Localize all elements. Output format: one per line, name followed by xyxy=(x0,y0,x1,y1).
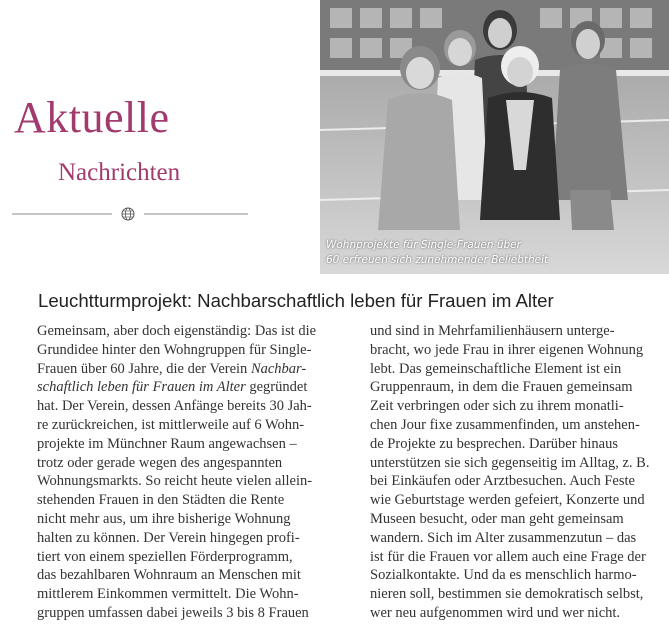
text-line: wer neu aufgenommen wird und wer nicht. xyxy=(370,604,621,621)
text-line: gruppen umfassen dabei jeweils 3 bis 8 Frauen xyxy=(37,604,309,621)
text-line xyxy=(37,360,359,379)
article-column-right xyxy=(370,322,664,623)
text-line: stehenden Frauen in den Städten die Rente xyxy=(37,492,285,509)
text-line: Museen besucht, oder man geht gemeinsam xyxy=(370,510,624,527)
photo-caption xyxy=(326,238,586,268)
text-line: re zurückreichen, ist mittlerweile auf 6 Wohn- xyxy=(37,416,305,433)
text-line: nicht mehr aus, um ihre bisherige Wohnung xyxy=(37,510,291,527)
text-run: Frauen über 60 Jahre, die der Verein xyxy=(37,360,251,377)
text-line: bracht, wo jede Frau in ihrer eigenen Wohnung xyxy=(370,341,644,358)
text-line: bei Einkäufen oder Arztbesuchen. Auch Feste xyxy=(370,473,635,490)
caption-line: 60 erfreuen sich zunehmender Beliebtheit xyxy=(326,254,549,266)
text-line: Sozialkontakte. Und da es menschlich harmo- xyxy=(370,567,637,584)
globe-icon xyxy=(122,208,134,220)
text-line: wie Geburtstage werden gefeiert, Konzerte und xyxy=(370,492,645,509)
text-line: nieren soll, bestimmen sie demokratisch selbst, xyxy=(370,586,644,603)
text-line: wandern. Sich im Alter zusammenzutun – das xyxy=(370,529,637,546)
text-line: Gemeinsam, aber doch eigenständig: Das ist die xyxy=(37,323,317,339)
article-headline: Leuchtturmprojekt: Nachbarschaftlich leben für Frauen im Alter xyxy=(38,290,554,311)
text-line: hat. Der Verein, dessen Anfänge bereits 30 Jah- xyxy=(37,398,312,415)
association-name: schaftlich leben für Frauen im Alter xyxy=(37,379,246,396)
association-name: Nachbar- xyxy=(250,360,307,377)
text-line: halten zu können. Der Verein hingegen profi- xyxy=(37,529,300,546)
section-title: Aktuelle xyxy=(14,93,170,142)
caption-line: Wohnprojekte für Single-Frauen über xyxy=(326,239,521,251)
text-line: trotz oder gerade wegen des angespannten xyxy=(37,454,283,471)
text-line xyxy=(37,378,359,397)
text-line: Gruppenraum, in dem die Frauen gemeinsam xyxy=(370,379,633,396)
text-line: unterstützen sie sich gegenseitig im Alltag, z. B. xyxy=(370,454,650,471)
text-run: gegründet xyxy=(245,379,308,396)
text-line: tiert von einem speziellen Förderprogramm, xyxy=(37,548,293,565)
text-line: mittlerem Einkommen vermittelt. Die Wohn- xyxy=(37,586,299,603)
text-line: de Projekte zu besprechen. Darüber hinaus xyxy=(370,435,619,452)
text-line: das bezahlbaren Wohnraum an Menschen mit xyxy=(37,567,301,584)
text-line: und sind in Mehrfamilienhäusern unterge- xyxy=(370,323,615,339)
text-line: lebt. Das gemeinschaftliche Element ist ein xyxy=(370,360,622,377)
text-line: projekte im Münchner Raum angewachsen – xyxy=(37,435,297,452)
divider-ornament xyxy=(10,205,305,223)
section-subtitle: Nachrichten xyxy=(58,159,181,186)
text-line: Wohnungsmarkts. So reicht heute vielen allein- xyxy=(37,473,313,490)
group-photo xyxy=(320,0,669,274)
text-line: Grundidee hinter den Wohngruppen für Single- xyxy=(37,341,312,358)
text-line: chen Jour fixe zusammenfinden, um anstehen- xyxy=(370,416,640,433)
text-line: ist für die Frauen vor allem auch eine Frage der xyxy=(370,548,646,565)
article-column-left xyxy=(37,322,359,623)
text-line: Zeit verbringen oder sich zu ihrem monatli- xyxy=(370,398,624,415)
